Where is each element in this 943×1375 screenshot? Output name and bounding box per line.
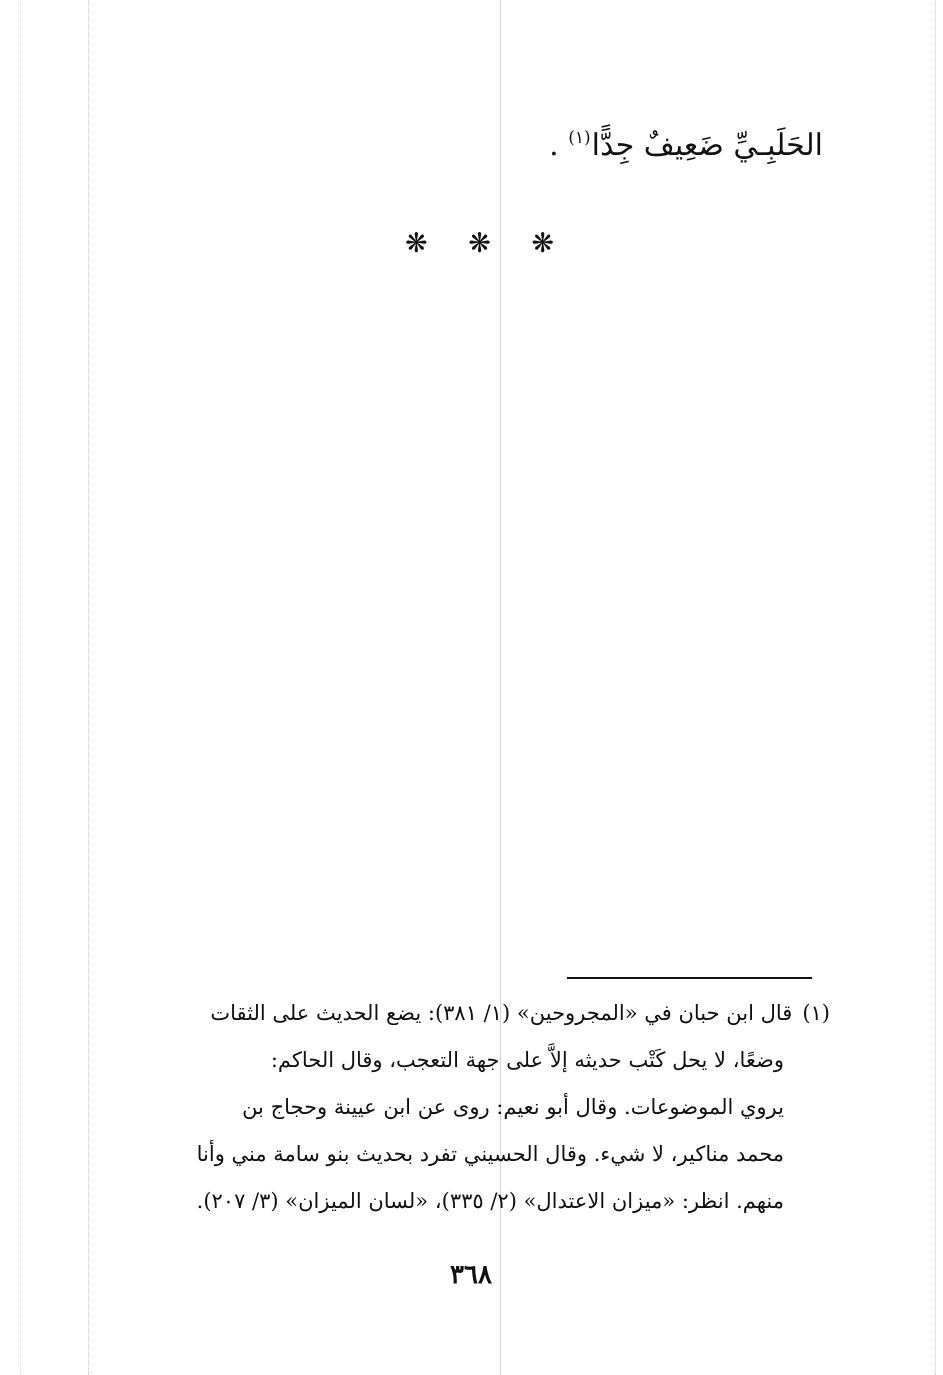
footnote-line: محمد مناكير، لا شيء. وقال الحسيني تفرد بحديث بنو سامة مني وأنا xyxy=(196,1142,784,1166)
footnote-line: يروي الموضوعات. وقال أبو نعيم: روى عن ابن عيينة وحجاج بن xyxy=(242,1095,784,1119)
main-text-period: . xyxy=(549,128,559,163)
footnote-line-text: قال ابن حبان في «المجروحين» (١/ ٣٨١): يضع الحديث على الثقات xyxy=(210,1001,793,1025)
page-number: ٣٦٨ xyxy=(450,1260,492,1290)
footnote-line: وضعًا، لا يحل كَتْب حديثه إلاَّ على جهة التعجب، وقال الحاكم: xyxy=(270,1048,784,1072)
main-text-line xyxy=(263,128,823,164)
scan-artifact-line xyxy=(88,0,89,1375)
footnote-divider xyxy=(567,977,812,979)
scan-artifact-line xyxy=(935,0,936,1375)
scan-artifact-line xyxy=(20,0,21,1375)
section-separator-asterisks: ❋ ❋ ❋ xyxy=(405,228,571,259)
main-text-body: الحَلَبِـيِّ ضَعِيفٌ جِدًّا xyxy=(591,128,823,163)
footnote-reference: (١) xyxy=(568,128,591,148)
footnote-line: منهم. انظر: «ميزان الاعتدال» (٢/ ٣٣٥)، «لسان الميزان» (٣/ ٢٠٧). xyxy=(196,1189,784,1213)
footnote-line xyxy=(110,990,830,1037)
footnote-marker: (١) xyxy=(802,1001,830,1025)
footnote-block xyxy=(110,990,830,1225)
